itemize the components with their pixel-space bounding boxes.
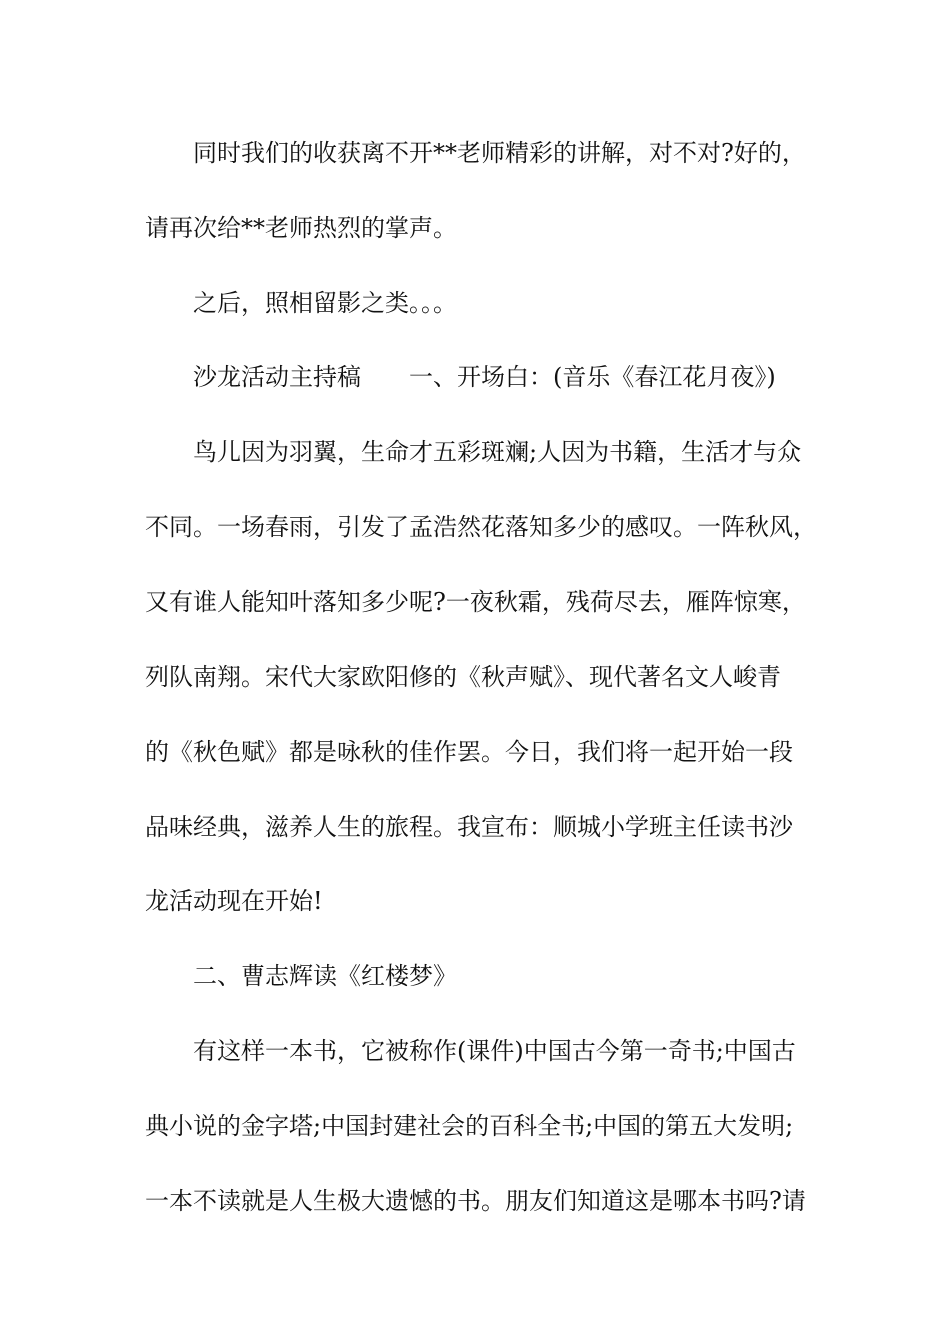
section-heading-hongloumeng: 二、曹志辉读《红楼梦》 (193, 962, 457, 990)
paragraph-line-8: 列队南翔。宋代大家欧阳修的《秋声赋》、现代著名文人峻青 (145, 663, 781, 691)
paragraph-line-6: 不同。一场春雨，引发了孟浩然花落知多少的感叹。一阵秋风， (145, 513, 817, 541)
paragraph-line-10: 品味经典，滋养人生的旅程。我宣布：顺城小学班主任读书沙 (145, 813, 793, 841)
paragraph-line-11: 龙活动现在开始! (145, 887, 323, 915)
section-heading-opening: 沙龙活动主持稿 一、开场白：(音乐《春江花月夜》) (193, 363, 776, 391)
paragraph-line-1: 同时我们的收获离不开**老师精彩的讲解，对不对?好的， (193, 139, 806, 167)
paragraph-line-9: 的《秋色赋》都是咏秋的佳作罢。今日，我们将一起开始一段 (145, 738, 793, 766)
paragraph-line-14: 典小说的金字塔;中国封建社会的百科全书;中国的第五大发明; (145, 1112, 794, 1140)
paragraph-line-5: 鸟儿因为羽翼，生命才五彩斑斓;人因为书籍，生活才与众 (193, 438, 802, 466)
paragraph-line-15: 一本不读就是人生极大遗憾的书。朋友们知道这是哪本书吗?请 (145, 1187, 806, 1215)
paragraph-line-2: 请再次给**老师热烈的掌声。 (145, 214, 457, 242)
paragraph-line-3: 之后，照相留影之类。。。 (193, 289, 457, 317)
paragraph-line-13: 有这样一本书，它被称作(课件)中国古今第一奇书;中国古 (193, 1037, 796, 1065)
paragraph-line-7: 又有谁人能知叶落知多少呢?一夜秋霜，残荷尽去，雁阵惊寒， (145, 588, 806, 616)
